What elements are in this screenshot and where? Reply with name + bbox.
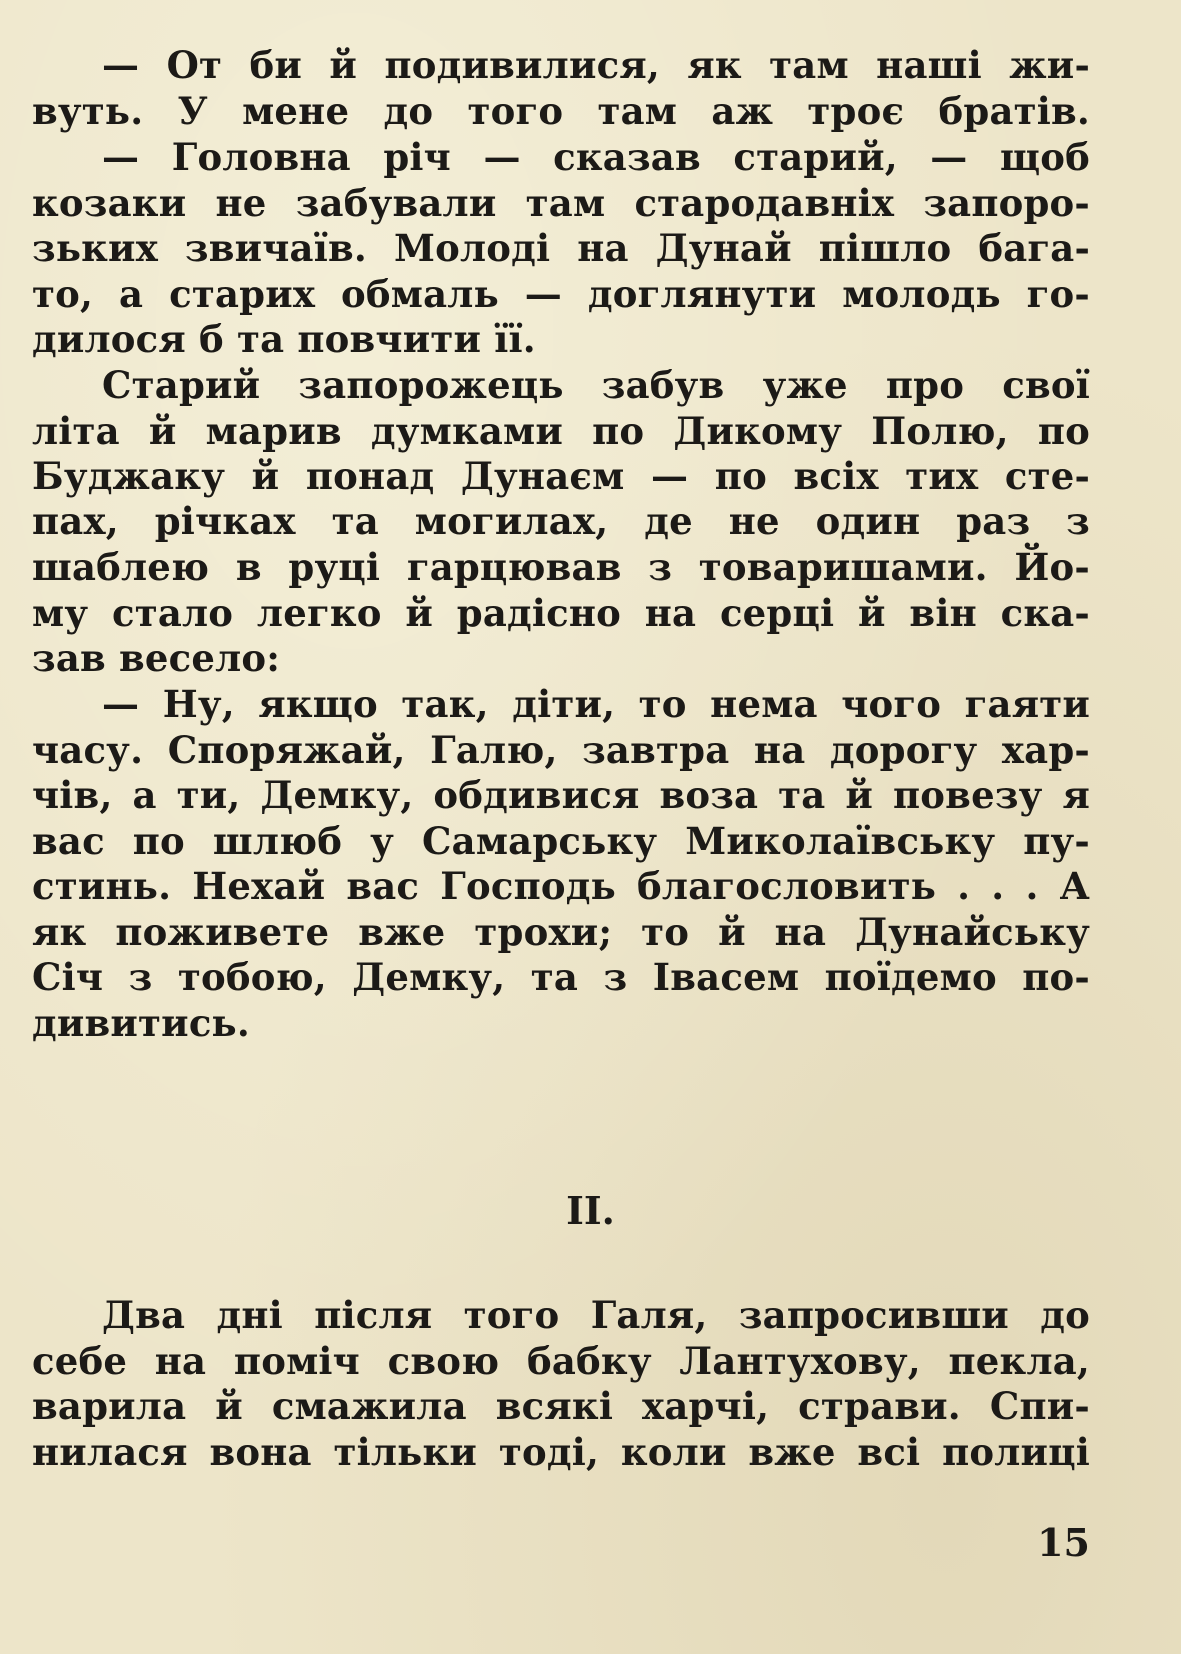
- text-line: — От би й подивилися, як там наші жи-: [102, 43, 1090, 87]
- text-line: чів, а ти, Демку, обдивися воза та й повезу я: [32, 773, 1090, 817]
- text-line: зав весело:: [32, 636, 281, 680]
- text-line: дилося б та повчити її.: [32, 317, 536, 361]
- text-line: — Ну, якщо так, діти, то нема чого гаяти: [102, 682, 1090, 726]
- text-line: Буджаку й понад Дунаєм — по всіх тих сте-: [32, 454, 1090, 498]
- text-line: зьких звичаїв. Молоді на Дунай пішло бага-: [32, 226, 1090, 270]
- text-line: пах, річках та могилах, де не один раз з: [32, 499, 1090, 543]
- text-line: як поживете вже трохи; то й на Дунайську: [32, 910, 1090, 954]
- text-line: Два дні після того Галя, запросивши до: [102, 1293, 1090, 1337]
- text-line: себе на поміч свою бабку Лантухову, пекла,: [32, 1339, 1090, 1383]
- text-line: — Головна річ — сказав старий, — щоб: [102, 135, 1090, 179]
- text-line: то, а старих обмаль — доглянути молодь го-: [32, 272, 1090, 316]
- text-line: дивитись.: [32, 1001, 250, 1045]
- text-line: варила й смажила всякі харчі, страви. Спи-: [32, 1384, 1090, 1428]
- text-line: нилася вона тільки тоді, коли вже всі полиці: [32, 1430, 1090, 1474]
- text-line: літа й марив думками по Дикому Полю, по: [32, 409, 1090, 453]
- text-line: вас по шлюб у Самарську Миколаївську пу-: [32, 819, 1090, 863]
- text-line: шаблею в руці гарцював з товаришами. Йо-: [32, 545, 1090, 589]
- text-line: козаки не забували там стародавніх запоро-: [32, 181, 1090, 225]
- text-line: му стало легко й радісно на серці й він ска-: [32, 591, 1090, 635]
- chapter-heading: II.: [566, 1188, 615, 1233]
- text-line: Старий запорожець забув уже про свої: [102, 363, 1090, 407]
- page-number: 15: [1037, 1520, 1090, 1565]
- text-line: Січ з тобою, Демку, та з Івасем поїдемо по-: [32, 955, 1090, 999]
- text-line: часу. Споряжай, Галю, завтра на дорогу хар-: [32, 728, 1090, 772]
- text-line: стинь. Нехай вас Господь благословить . . . А: [32, 864, 1090, 908]
- text-line: вуть. У мене до того там аж троє братів.: [32, 89, 1090, 133]
